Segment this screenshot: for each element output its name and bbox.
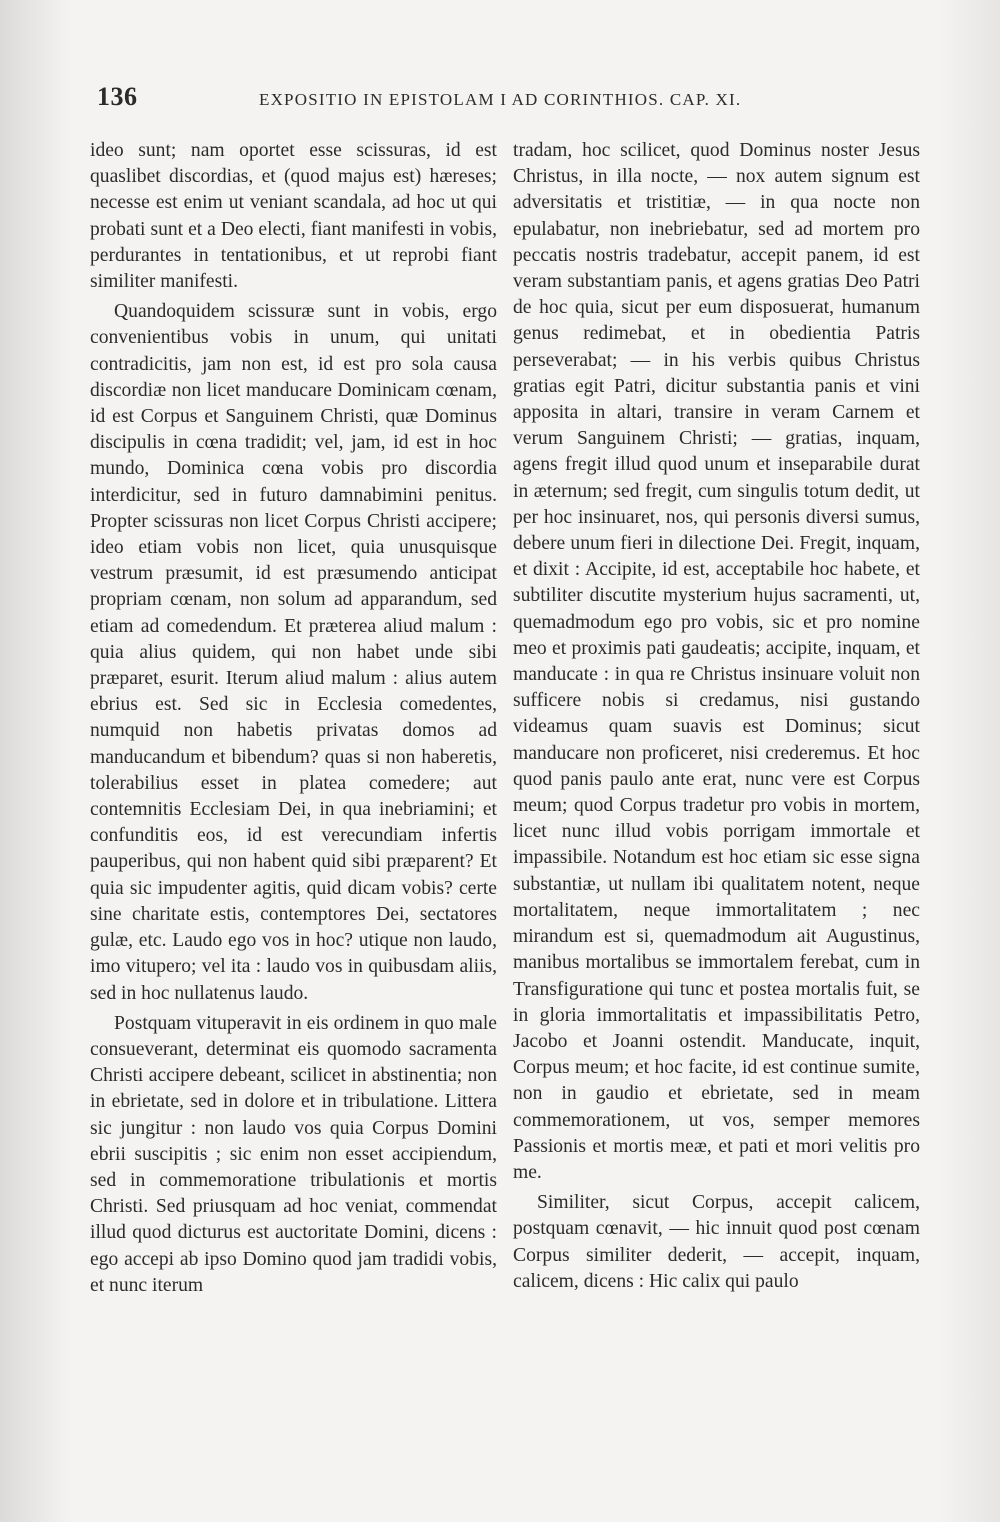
right-column xyxy=(513,138,920,1299)
paragraph: tradam, hoc scilicet, quod Dominus noster Jesus Christus, in illa nocte, — nox autem signum est adversitatis et tristitiæ, — in qua nocte non epulabatur, non inebriebatur, sed ad mortem pro peccatis nostris tradebatur, accepit panem, id est veram substantiam panis, et agens gratias Deo Patri de hoc quia, sicut per eum disposuerat, humanum genus redimebat, et in obedientia Patris perseverabat; — in his verbis quibus Christus gratias egit Patri, dicitur substantia panis et vini apposita in altari, transire in veram Carnem et verum Sanguinem Christi; — gratias, inquam, agens fregit illud quod unum et inseparabile durat in æternum; sed fregit, cum singulis totum dedit, ut per hoc insinuaret, nos, qui personis diversi sumus, debere unum fieri in dilectione Dei. Fregit, inquam, et dixit : Accipite, id est, acceptabile hoc habete, et subtiliter discutite mysterium hujus sacramenti, ut, quemadmodum ego pro vobis, sic et pro nomine meo et proximis pati gaudeatis; accipite, inquam, et manducate : in qua re Christus insinuare voluit non sufficere nobis si credamus, nisi gustando videamus quam suavis est Dominus; sicut manducare non proficeret, nisi crederemus. Et hoc quod panis paulo ante erat, nunc vere est Corpus meum; quod Corpus tradetur pro vobis in mortem, licet nunc illud vobis porrigam immortale et impassibile. Notandum est hoc etiam sic esse signa substantiæ, ut nullam ibi qualitatem notent, neque mortalitatem, neque immortalitatem ; nec mirandum est si, quemadmodum ait Augustinus, manibus mortalibus se immortalem ferebat, cum in Transfiguratione qui tunc et postea mortalis fuit, se in gloria immortalitatis et impassibilitatis Petro, Jacobo et Joanni ostendit. Manducate, inquit, Corpus meum; et hoc facite, id est continue sumite, non in gaudio et ebrietate, sed in meam commemorationem, ut vos, semper memores Passionis et mortis meæ, et pati et mori velitis pro me. xyxy=(513,140,920,1183)
left-column xyxy=(90,138,497,1303)
page-header xyxy=(97,82,909,118)
page-number: 136 xyxy=(97,82,138,111)
paragraph: Similiter, sicut Corpus, accepit calicem, postquam cœnavit, — hic innuit quod post cœnam Corpus similiter dederit, — accepit, inquam, calicem, dicens : Hic calix qui paulo xyxy=(513,1192,920,1292)
page-shadow xyxy=(940,0,1000,1522)
paragraph: ideo sunt; nam oportet esse scissuras, id est quaslibet discordias, et (quod majus est) hæreses; necesse est enim ut veniant scandala, ad hoc ut qui probati sunt et a Deo electi, fiant manifesti in vobis, perdurantes in tentationibus, et ut reprobi fiant similiter manifesti. xyxy=(90,140,497,293)
page-shadow xyxy=(0,0,70,1522)
paragraph: Postquam vituperavit in eis ordinem in quo male consueverant, determinat eis quomodo sacramenta Christi accipere debeant, scilicet in abstinentia; non in ebrietate, sed in dolore et in tribulatione. Littera sic jungitur : non laudo vos quia Corpus Domini ebrii suscipitis ; sic enim non esset accipiendum, sed in commemoratione tribulationis et mortis Christi. Sed priusquam ad hoc veniat, commendat illud quod dicturus est auctoritate Domini, dicens : ego accepi ab ipso Domino quod jam tradidi vobis, et nunc iterum xyxy=(90,1012,497,1296)
paragraph: Quandoquidem scissuræ sunt in vobis, ergo convenientibus vobis in unum, qui unitati contradicitis, jam non est, id est pro sola causa discordiæ non licet manducare Dominicam cœnam, id est Corpus et Sanguinem Christi, quæ Dominus discipulis in cœna tradidit; vel, jam, id est in hoc mundo, Dominica cœna vobis pro discordia interdicitur, sed in futuro damnabimini penitus. Propter scissuras non licet Corpus Christi accipere; ideo etiam vobis non licet, quia unusquisque vestrum præsumit, id est præsumendo anticipat propriam cœnam, non solum ad apparandum, sed etiam ad comedendum. Et præterea aliud malum : quia alius quidem, qui non habet unde sibi præparet, esurit. Iterum aliud malum : alius autem ebrius est. Sed sic in Ecclesia comedentes, numquid non habetis privatas domos ad manducandum et bibendum? quas si non haberetis, tolerabilius esset in platea comedere; aut contemnitis Ecclesiam Dei, in qua inebriamini; et confunditis eos, id est verecundiam infertis pauperibus, qui non habent quid sibi præparent? Et quia sic impudenter agitis, quid dicam vobis? certe sine charitate estis, contemptores Dei, sectatores gulæ, etc. Laudo ego vos in hoc? utique non laudo, imo vitupero; vel ita : laudo vos in quibusdam aliis, sed in hoc nullatenus laudo. xyxy=(90,301,497,1004)
running-title: EXPOSITIO IN EPISTOLAM I AD CORINTHIOS. CAP. XI. xyxy=(259,90,742,109)
